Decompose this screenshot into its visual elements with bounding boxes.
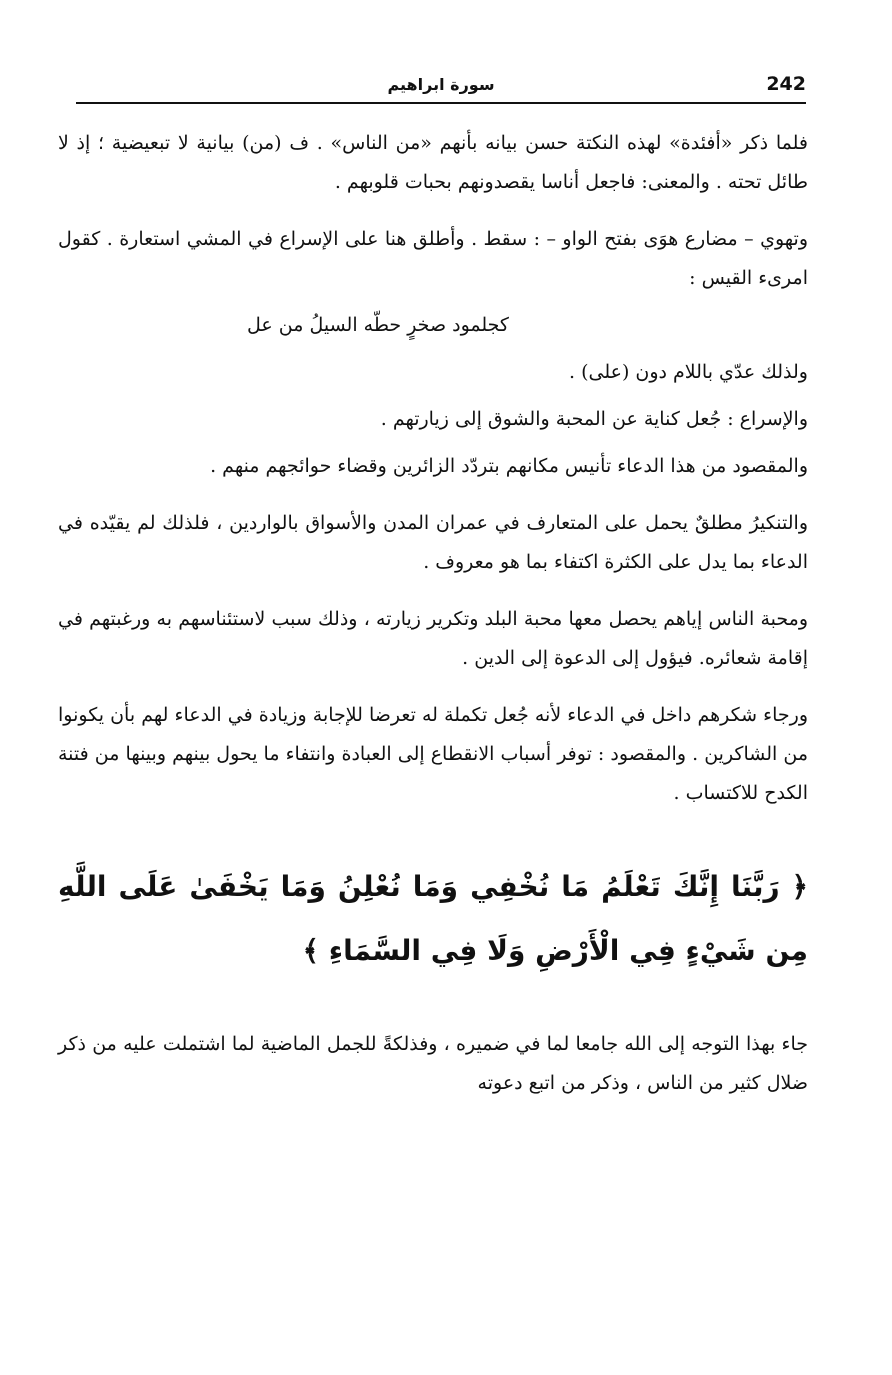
poetry-line: كجلمود صخرٍ حطّه السيلُ من عل (247, 314, 509, 336)
page-number: 242 (766, 73, 806, 95)
page-body (58, 124, 808, 1121)
surah-title: سورة ابراهيم (387, 75, 495, 94)
paragraph-afida: فلما ذكر «أفئدة» لهذه النكتة حسن بيانه بأنهم «من الناس» . ف (من) بيانية لا تبعيضية ؛ إذ لا طائل تحته . والمعنى: فاجعل أناسا يقصدونهم بحبات قلوبهم . (58, 132, 808, 193)
quran-verse: ﴿ رَبَّنَا إِنَّكَ تَعْلَمُ مَا نُخْفِي وَمَا نُعْلِنُ وَمَا يَخْفَىٰ عَلَى اللَّهِ مِن شَيْءٍ فِي الْأَرْضِ وَلَا فِي السَّمَاءِ ﴾ (58, 870, 808, 967)
page-header (76, 72, 806, 104)
paragraph-closing: جاء بهذا التوجه إلى الله جامعا لما في ضميره ، وفذلكةً للجمل الماضية لما اشتملت عليه من ذكر ضلال كثير من الناس ، وذكر من اتبع دعوته (58, 1033, 808, 1094)
paragraph-maqsud: والمقصود من هذا الدعاء تأنيس مكانهم بتردّد الزائرين وقضاء حوائجهم منهم . (210, 455, 808, 477)
paragraph-shukr: ورجاء شكرهم داخل في الدعاء لأنه جُعل تكملة له تعرضا للإجابة وزيادة في الدعاء لهم بأن يكونوا من الشاكرين . والمقصود : توفر أسباب الانقطاع إلى العبادة وانتفاء ما يحول بينهم وبينها من فتنة الكدح للاكتساب . (58, 704, 808, 804)
paragraph-tankir: والتنكيرُ مطلقٌ يحمل على المتعارف في عمران المدن والأسواق بالواردين ، فلذلك لم يقيّده في الدعاء بما يدل على الكثرة اكتفاء بما هو معروف . (58, 512, 808, 573)
paragraph-israa: والإسراع : جُعل كناية عن المحبة والشوق إلى زيارتهم . (380, 408, 808, 430)
header-rule (76, 102, 806, 104)
paragraph-mahabba: ومحبة الناس إياهم يحصل معها محبة البلد وتكرير زيارته ، وذلك سبب لاستئناسهم به ورغبتهم في إقامة شعائره. فيؤول إلى الدعوة إلى الدين . (58, 608, 808, 669)
paragraph-tahwi: وتهوي – مضارع هوَى بفتح الواو – : سقط . وأطلق هنا على الإسراع في المشي استعارة . كقول امرىء القيس : (58, 228, 808, 289)
paragraph-lam: ولذلك عدّي باللام دون (على) . (568, 361, 808, 383)
